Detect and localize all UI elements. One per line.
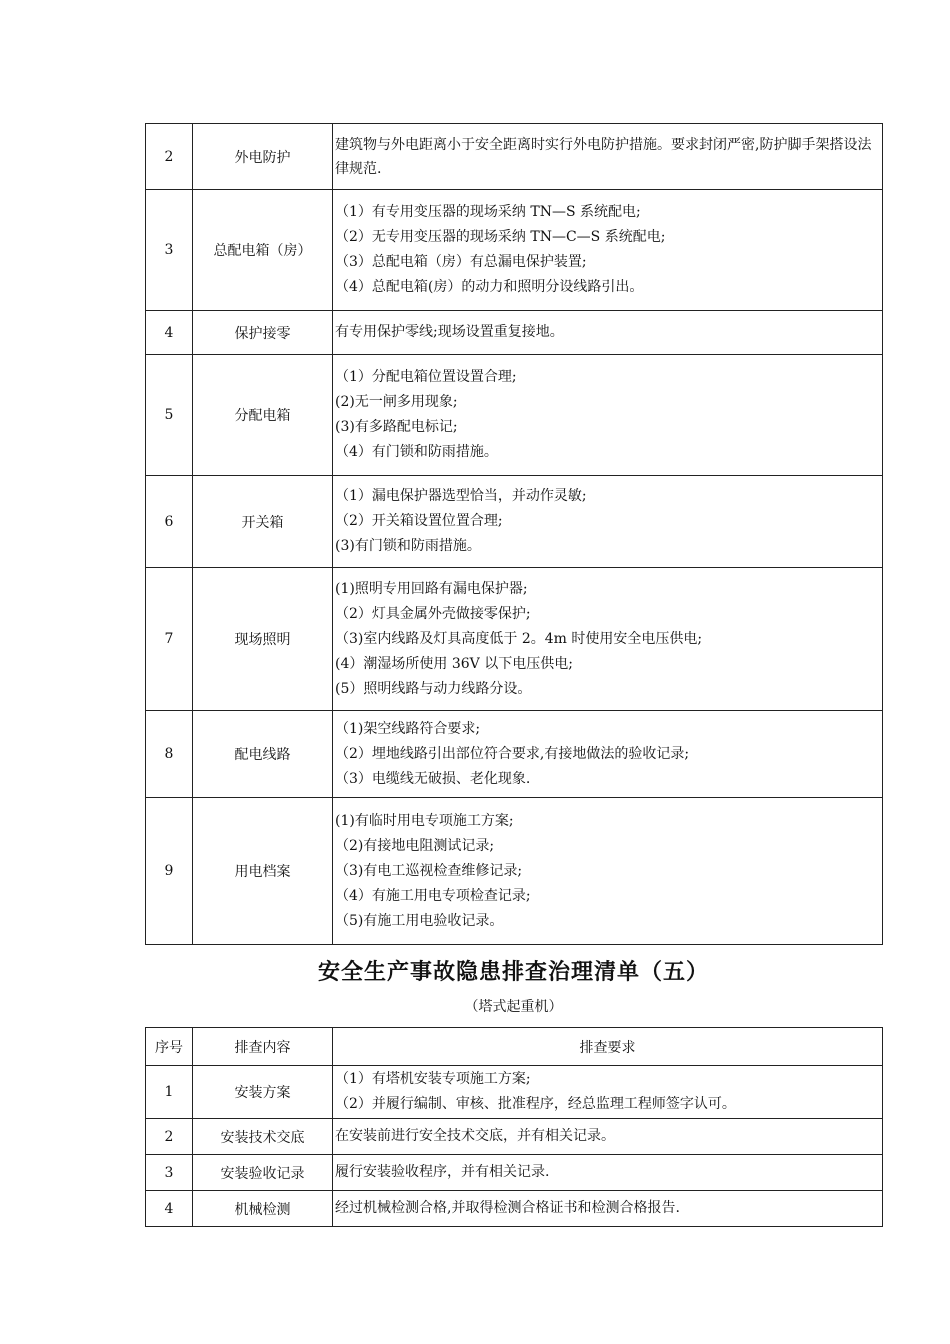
- requirement-line: 经过机械检测合格,并取得检测合格证书和检测合格报告.: [335, 1200, 680, 1216]
- requirement-line: (5）照明线路与动力线路分设。: [335, 680, 532, 697]
- column-header-requirement: 排查要求: [333, 1028, 883, 1066]
- requirement-line: （2）并履行编制、审核、批准程序，经总监理工程师签字认可。: [335, 1096, 736, 1112]
- row-number: 8: [146, 711, 193, 798]
- check-item: 保护接零: [193, 311, 333, 355]
- requirement-line: （1）分配电箱位置设置合理;: [335, 369, 517, 385]
- requirement-line: （2）无专用变压器的现场采纳 TN—C—S 系统配电;: [335, 229, 666, 245]
- requirement-line: (1)照明专用回路有漏电保护器;: [335, 580, 528, 597]
- requirement-line: （3）总配电箱（房）有总漏电保护装置;: [335, 254, 587, 270]
- row-number: 5: [146, 355, 193, 476]
- requirement-line: （3）电缆线无破损、老化现象.: [335, 770, 531, 787]
- requirement-line: （3)有电工巡视检查维修记录;: [335, 862, 523, 879]
- requirement-line: (1)有临时用电专项施工方案;: [335, 812, 514, 829]
- table-row: [146, 311, 883, 355]
- table-row: [146, 1155, 883, 1191]
- check-requirement: [333, 568, 883, 711]
- check-item: 安装技术交底: [193, 1119, 333, 1155]
- check-item: 分配电箱: [193, 355, 333, 476]
- check-requirement: [333, 1155, 883, 1191]
- page-subtitle: （塔式起重机）: [464, 999, 563, 1015]
- table-row: [146, 1191, 883, 1227]
- table-row: [146, 355, 883, 476]
- check-item: 外电防护: [193, 124, 333, 190]
- row-number: 1: [146, 1066, 193, 1119]
- column-header-number: 序号: [146, 1028, 193, 1066]
- row-number: 2: [146, 1119, 193, 1155]
- requirement-line: （2）埋地线路引出部位符合要求,有接地做法的验收记录;: [335, 745, 690, 762]
- requirement-line: （4）总配电箱(房）的动力和照明分设线路引出。: [335, 279, 644, 295]
- check-item: 机械检测: [193, 1191, 333, 1227]
- requirement-line: （2)有接地电阻测试记录;: [335, 837, 495, 854]
- check-item: 配电线路: [193, 711, 333, 798]
- check-requirement: [333, 798, 883, 945]
- requirement-line: (3)有门锁和防雨措施。: [335, 538, 481, 554]
- requirement-line: （1)架空线路符合要求;: [335, 720, 481, 737]
- requirement-line: （4）有施工用电专项检查记录;: [335, 887, 531, 904]
- row-number: 9: [146, 798, 193, 945]
- check-item: 安装验收记录: [193, 1155, 333, 1191]
- table-row: [146, 568, 883, 711]
- row-number: 3: [146, 1155, 193, 1191]
- check-requirement: [333, 476, 883, 568]
- row-number: 7: [146, 568, 193, 711]
- table-row: [146, 190, 883, 311]
- table-row: [146, 711, 883, 798]
- check-item: 开关箱: [193, 476, 333, 568]
- requirement-line: 建筑物与外电距离小于安全距离时实行外电防护措施。要求封闭严密,防护脚手架搭设法律规范.: [335, 136, 872, 177]
- table-row: [146, 1119, 883, 1155]
- check-requirement: [333, 311, 883, 355]
- requirement-line: （5)有施工用电验收记录。: [335, 912, 504, 929]
- requirement-line: 有专用保护零线;现场设置重复接地。: [335, 324, 564, 340]
- requirement-line: (3)有多路配电标记;: [335, 419, 458, 435]
- check-item: 现场照明: [193, 568, 333, 711]
- check-item: 总配电箱（房）: [193, 190, 333, 311]
- requirement-line: （4）有门锁和防雨措施。: [335, 444, 498, 460]
- row-number: 2: [146, 124, 193, 190]
- row-number: 4: [146, 1191, 193, 1227]
- table-row: [146, 476, 883, 568]
- requirement-line: （1）有塔机安装专项施工方案;: [335, 1071, 531, 1087]
- check-requirement: [333, 711, 883, 798]
- check-item: 安装方案: [193, 1066, 333, 1119]
- requirement-line: （2）灯具金属外壳做接零保护;: [335, 605, 531, 622]
- row-number: 3: [146, 190, 193, 311]
- requirement-line: （3)室内线路及灯具高度低于 2。4m 时使用安全电压供电;: [335, 630, 703, 647]
- check-requirement: [333, 355, 883, 476]
- requirement-line: (2)无一闸多用现象;: [335, 394, 458, 410]
- table-header-row: [146, 1028, 883, 1066]
- requirement-line: 履行安装验收程序，并有相关记录.: [335, 1164, 550, 1180]
- check-requirement: [333, 124, 883, 190]
- check-requirement: [333, 1066, 883, 1119]
- requirement-line: （2）开关箱设置位置合理;: [335, 513, 503, 529]
- page-title: 安全生产事故隐患排查治理清单（五）: [317, 960, 709, 985]
- check-requirement: [333, 1119, 883, 1155]
- requirement-line: 在安装前进行安全技术交底，并有相关记录。: [335, 1128, 615, 1144]
- column-header-item: 排查内容: [193, 1028, 333, 1066]
- check-requirement: [333, 1191, 883, 1227]
- tower-crane-checklist-table: [145, 1027, 883, 1227]
- table-row: [146, 798, 883, 945]
- requirement-line: （1）有专用变压器的现场采纳 TN—S 系统配电;: [335, 204, 641, 220]
- check-item: 用电档案: [193, 798, 333, 945]
- table-row: [146, 1066, 883, 1119]
- row-number: 6: [146, 476, 193, 568]
- requirement-line: (4）潮湿场所使用 36V 以下电压供电;: [335, 655, 573, 672]
- requirement-line: （1）漏电保护器选型恰当，并动作灵敏;: [335, 488, 587, 504]
- table-row: [146, 124, 883, 190]
- checklist-table-continued: [145, 123, 883, 945]
- check-requirement: [333, 190, 883, 311]
- row-number: 4: [146, 311, 193, 355]
